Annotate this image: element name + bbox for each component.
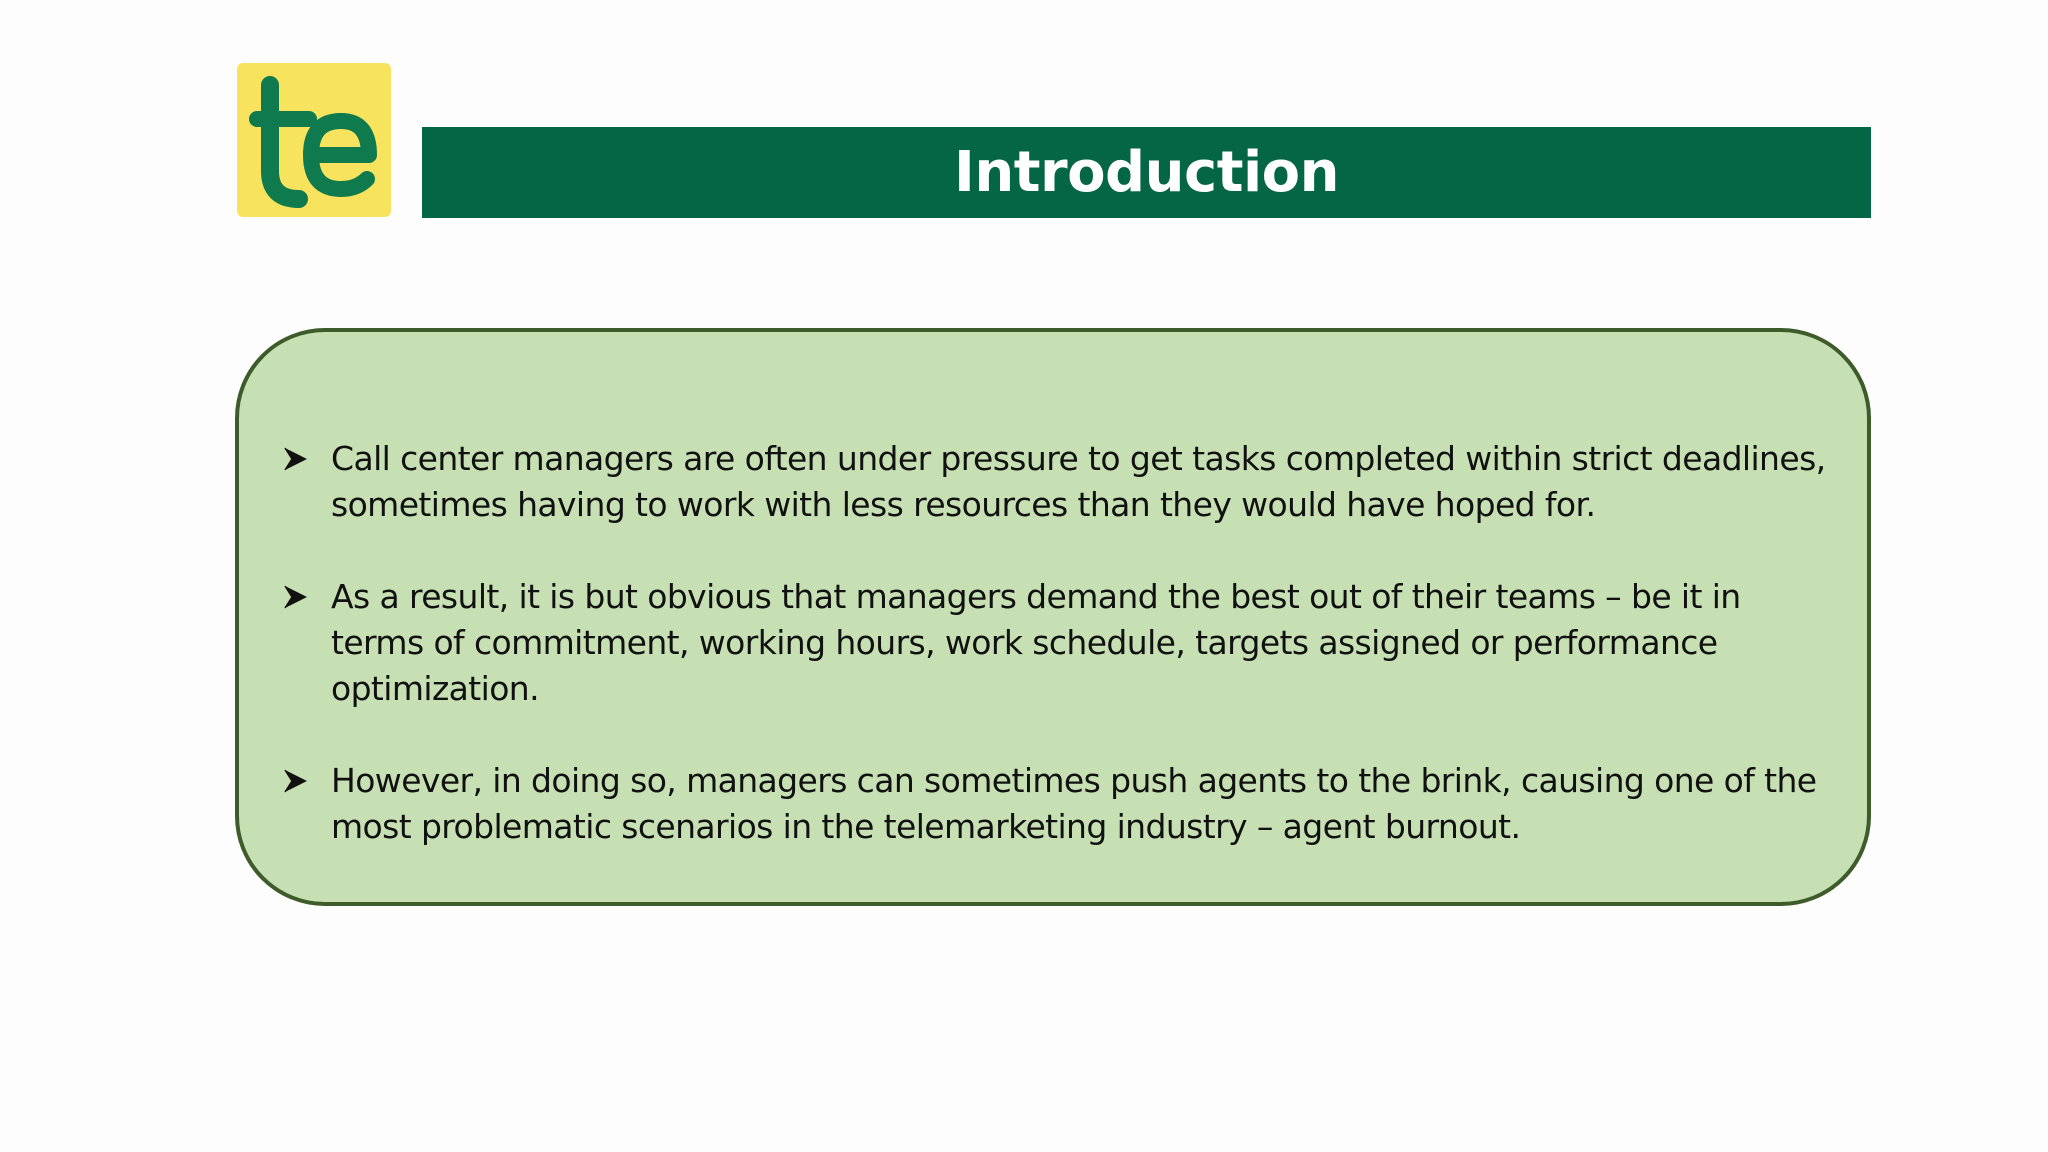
bullet-list — [283, 436, 1827, 896]
bullet-text: However, in doing so, managers can sometimes push agents to the brink, causing one of the most problematic scenarios in the telemarketing industry – agent burnout. — [331, 761, 1817, 846]
page-title: Introduction — [953, 140, 1339, 205]
logo — [237, 63, 391, 217]
bullet-text: As a result, it is but obvious that managers demand the best out of their teams – be it in terms of commitment, working hours, work schedule, targets assigned or performance optimization. — [331, 577, 1741, 708]
list-item — [283, 758, 1827, 850]
list-item — [283, 574, 1827, 712]
bullet-text: Call center managers are often under pressure to get tasks completed within strict deadlines, sometimes having to work with less resources than they would have hoped for. — [331, 439, 1826, 524]
arrowhead-bullet-icon — [283, 574, 331, 620]
arrowhead-bullet-icon — [283, 436, 331, 482]
arrowhead-bullet-icon — [283, 758, 331, 804]
te-logo-mark — [237, 63, 391, 217]
list-item — [283, 436, 1827, 528]
title-bar — [422, 127, 1871, 218]
content-box — [235, 328, 1871, 906]
